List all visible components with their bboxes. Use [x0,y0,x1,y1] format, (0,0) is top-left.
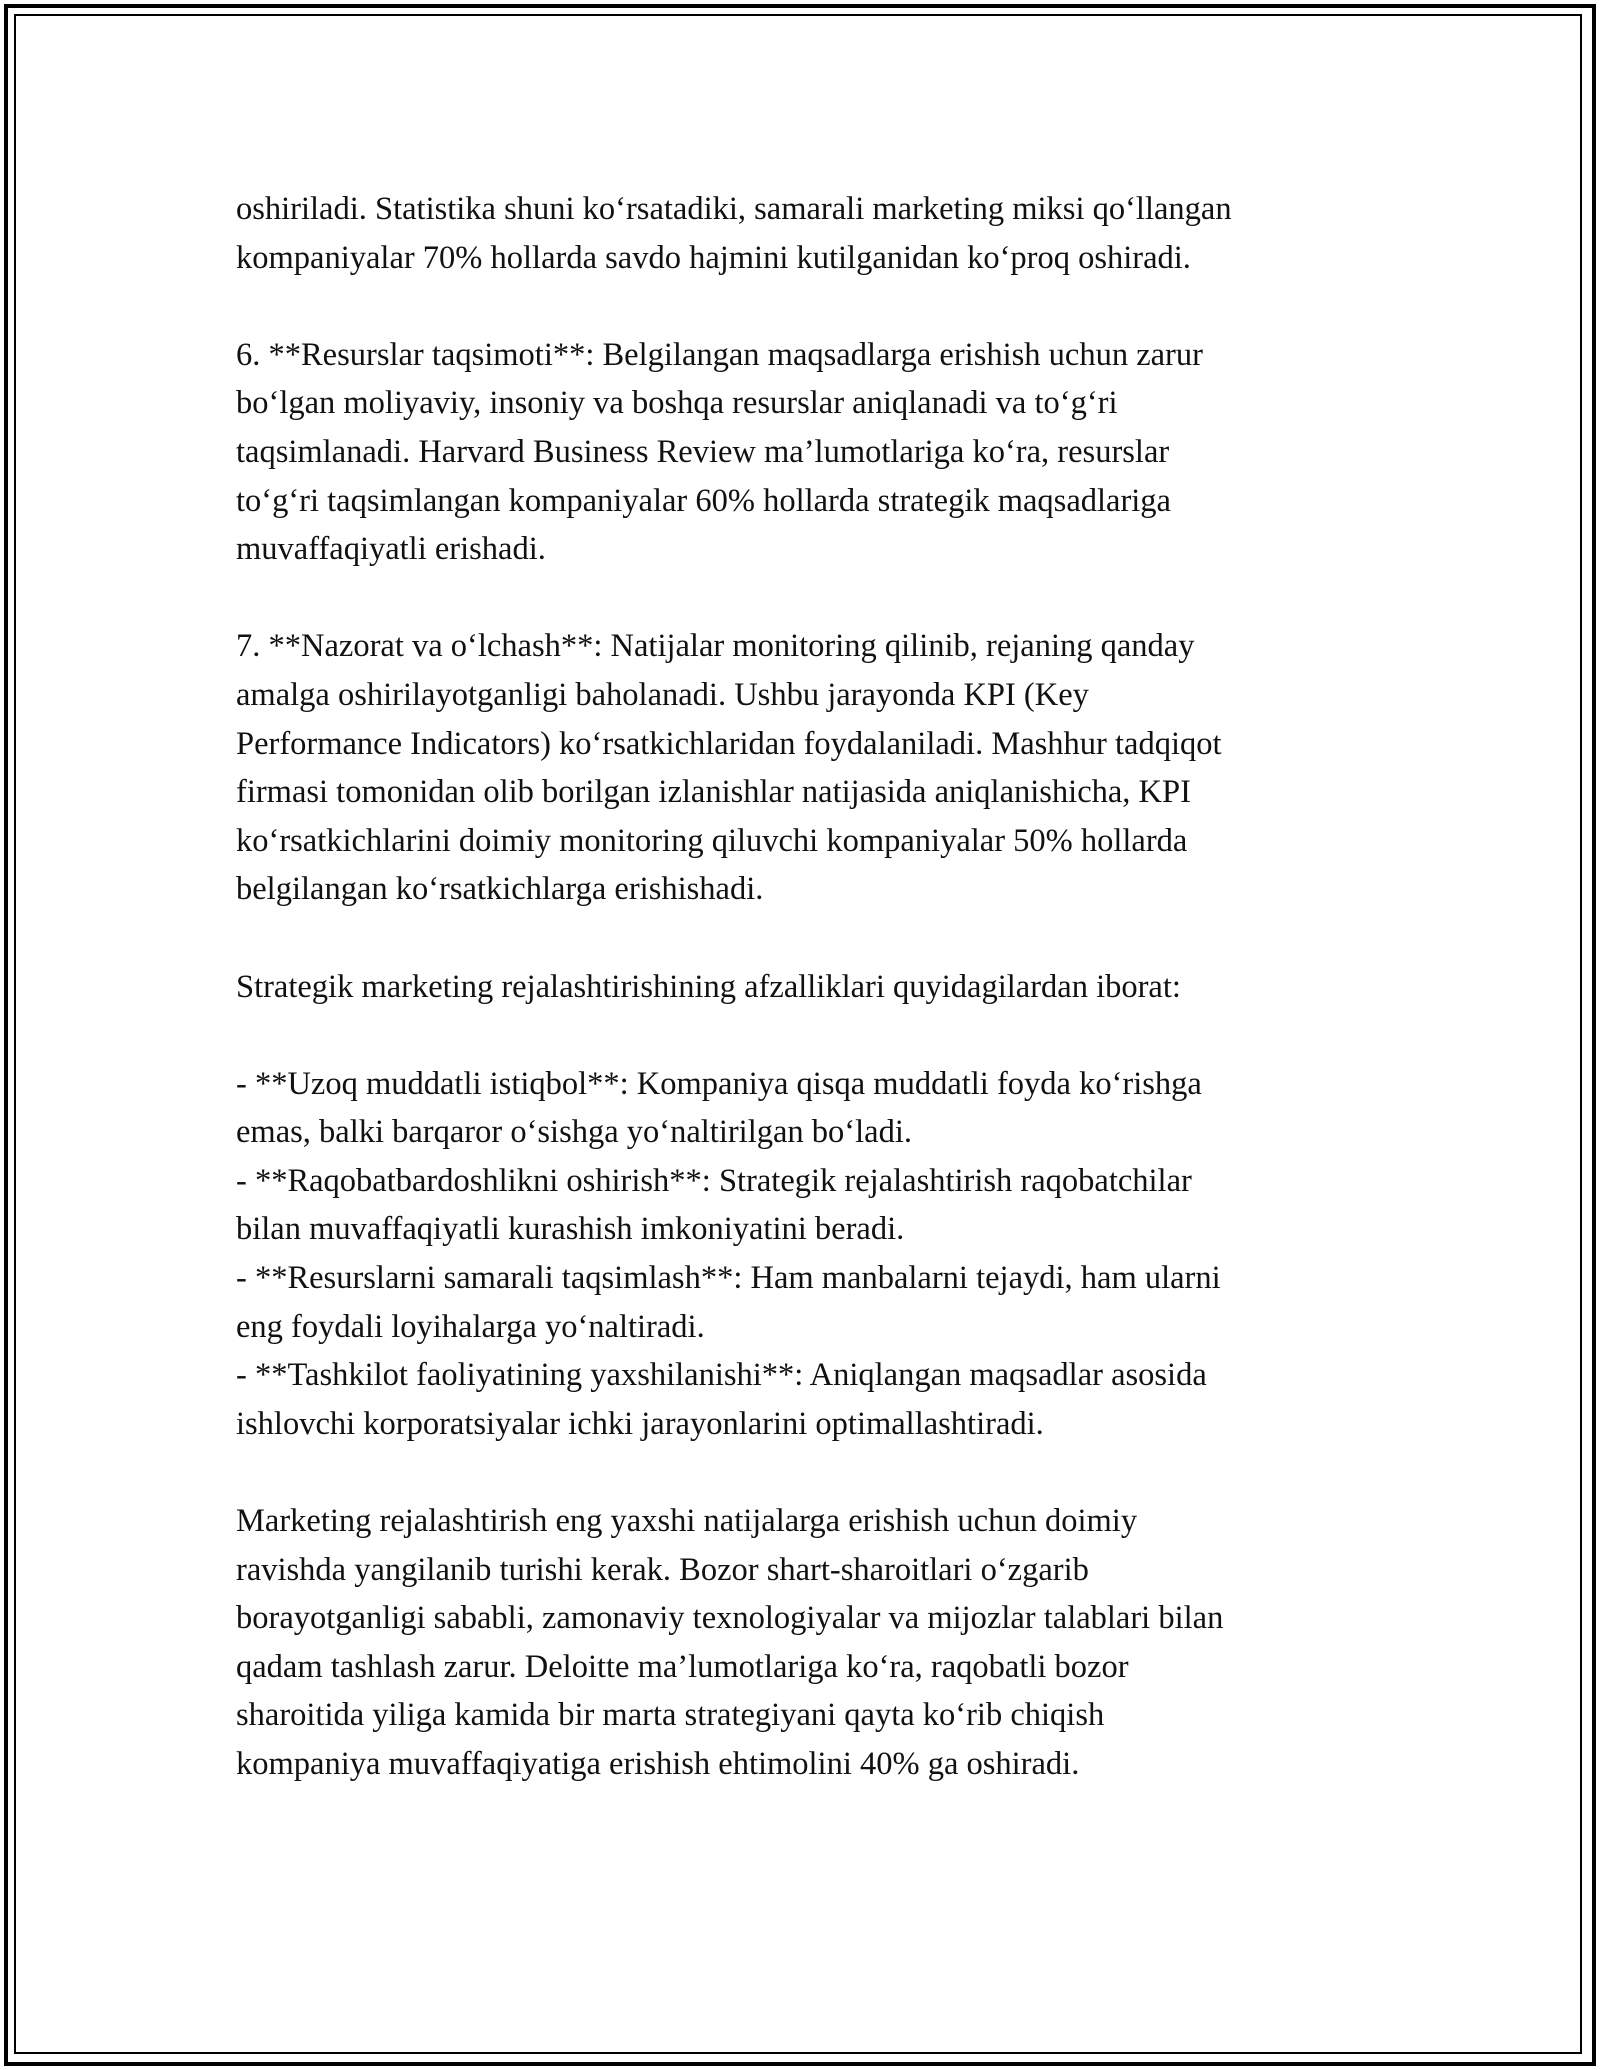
conclusion-paragraph: Marketing rejalashtirish eng yaxshi natijalarga erishish uchun doimiy ravishda yangilanib turishi kerak. Bozor shart-sharoitlari o‘zgarib borayotganligi sababli, zamonaviy texnologiyalar va mijozlar talablari bilan qadam tashlash zarur. Deloitte ma’lumotlariga ko‘ra, raqobatli bozor sharoitida yiliga kamida bir marta strategiyani qayta ko‘rib chiqish kompaniya muvaffaqiyatiga erishish ehtimolini 40% ga oshiradi. [236,1503,1224,1782]
intro-continuation-paragraph: oshiriladi. Statistika shuni ko‘rsatadiki, samarali marketing miksi qo‘llangan kompaniyalar 70% hollarda savdo hajmini kutilganidan ko‘proq oshiradi. [236,191,1232,276]
benefit-item-competitiveness: - **Raqobatbardoshlikni oshirish**: Strategik rejalashtirish raqobatchilar bilan muvaffaqiyatli kurashish imkoniyatini beradi. [236,1162,1192,1248]
benefits-list [236,1060,1386,1449]
benefit-item-organization-improvement: - **Tashkilot faoliyatining yaxshilanishi**: Aniqlangan maqsadlar asosida ishlovchi korporatsiyalar ichki jarayonlarini optimallashtiradi. [236,1357,1207,1442]
benefits-intro-paragraph: Strategik marketing rejalashtirishining afzalliklari quyidagilardan iborat: [236,968,1181,1005]
list-item-6-resource-allocation: 6. **Resurslar taqsimoti**: Belgilangan maqsadlarga erishish uchun zarur bo‘lgan moliyaviy, insoniy va boshqa resurslar aniqlanadi va to‘g‘ri taqsimlanadi. Harvard Business Review ma’lumotlariga ko‘ra, resurslar to‘g‘ri taqsimlangan kompaniyalar 60% hollarda strategik maqsadlariga muvaffaqiyatli erishadi. [236,336,1203,568]
document-body [236,185,1386,1837]
benefit-item-resource-allocation: - **Resurslarni samarali taqsimlash**: Ham manbalarni tejaydi, ham ularni eng foydali loyihalarga yo‘naltiradi. [236,1260,1221,1345]
list-item-7-control-measurement: 7. **Nazorat va o‘lchash**: Natijalar monitoring qilinib, rejaning qanday amalga oshirilayotganligi baholanadi. Ushbu jarayonda KPI (Key Performance Indicators) ko‘rsatkichlaridan foydalaniladi. Mashhur tadqiqot firmasi tomonidan olib borilgan izlanishlar natijasida aniqlanishicha, KPI ko‘rsatkichlarini doimiy monitoring qiluvchi kompaniyalar 50% hollarda belgilangan ko‘rsatkichlarga erishishadi. [236,628,1222,908]
benefit-item-long-term: - **Uzoq muddatli istiqbol**: Kompaniya qisqa muddatli foyda ko‘rishga emas, balki barqaror o‘sishga yo‘naltirilgan bo‘ladi. [236,1065,1202,1151]
